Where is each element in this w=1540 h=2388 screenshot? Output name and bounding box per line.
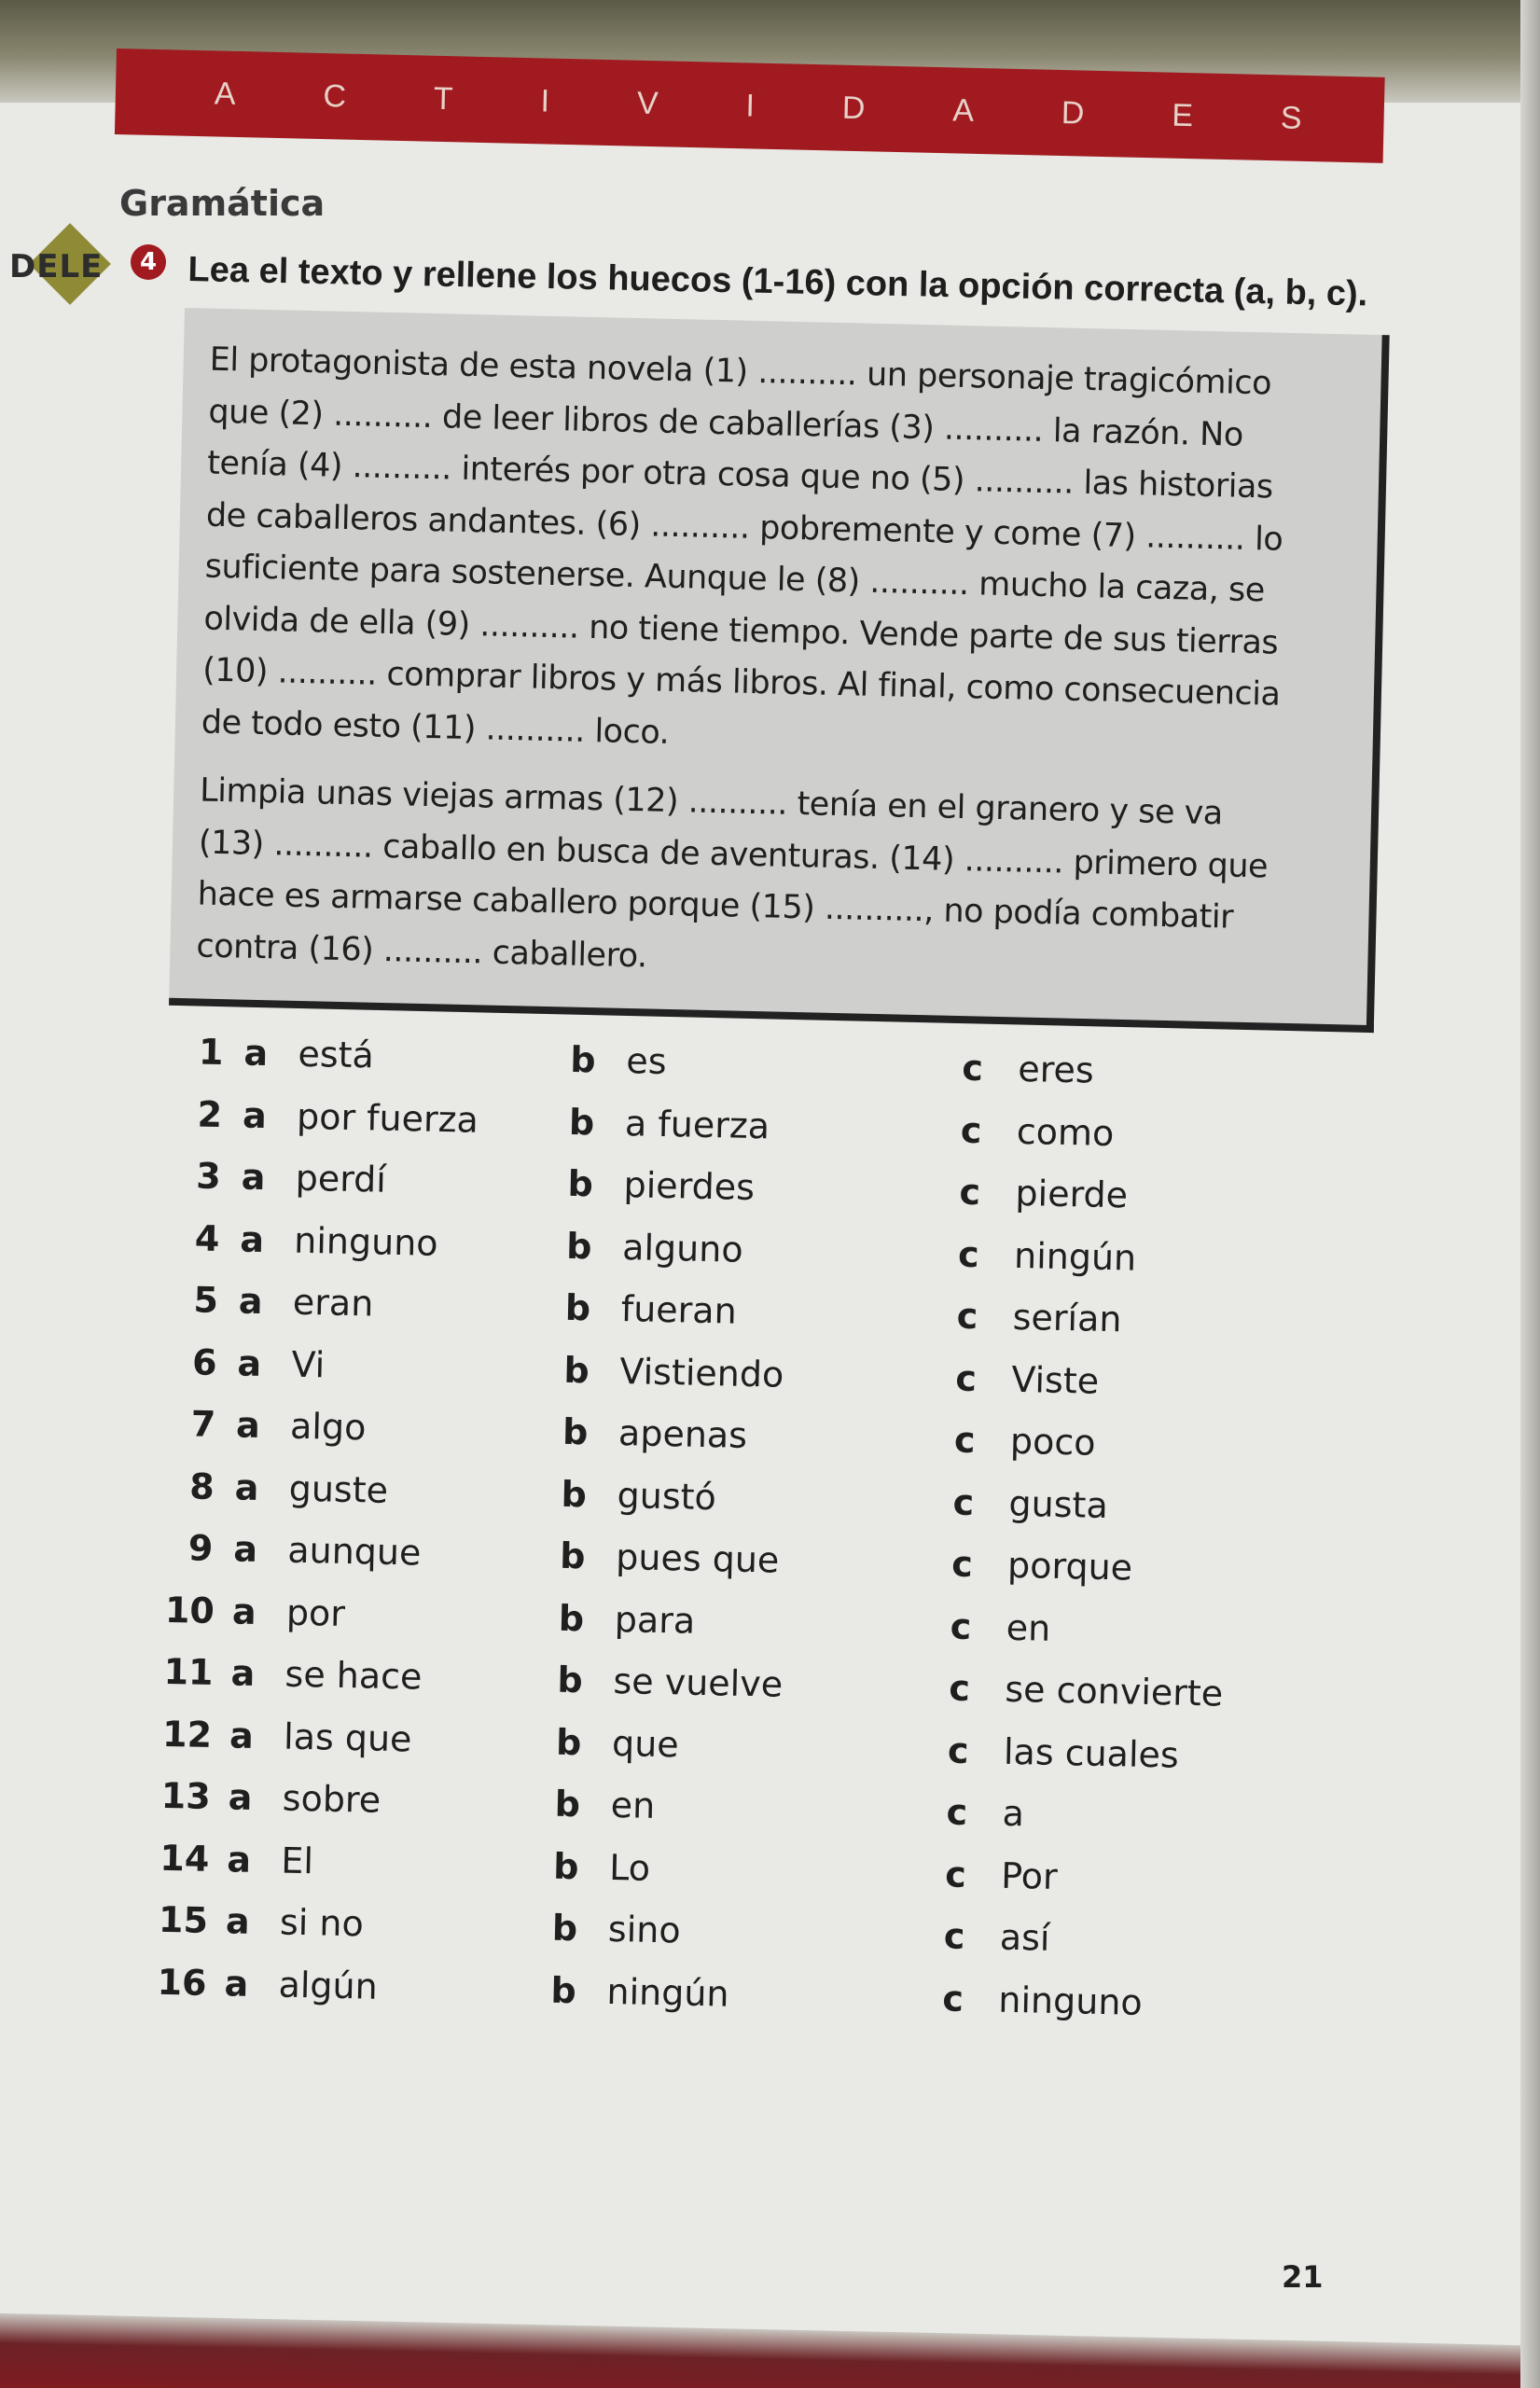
option-letter-b: b bbox=[561, 1473, 588, 1515]
option-c-text: ninguno bbox=[997, 1978, 1144, 2023]
option-c-text: Viste bbox=[1010, 1358, 1100, 1402]
option-letter-b: b bbox=[567, 1162, 594, 1205]
option-letter-a: a bbox=[226, 1838, 252, 1881]
option-c-text: poco bbox=[1009, 1420, 1096, 1464]
option-letter-c: c bbox=[948, 1667, 971, 1709]
option-a-text: ninguno bbox=[293, 1219, 439, 1264]
option-letter-a: a bbox=[232, 1528, 258, 1570]
option-letter-b: b bbox=[550, 1969, 577, 2011]
text-line: El protagonista de esta novela (1) .......... un personaje tragicómico bbox=[209, 340, 1272, 403]
banner-letter: A bbox=[951, 91, 977, 129]
option-b-text: alguno bbox=[621, 1226, 744, 1270]
section-title: Gramática bbox=[119, 183, 326, 224]
option-a-text: perdí bbox=[295, 1157, 387, 1201]
option-a-text: guste bbox=[288, 1467, 389, 1511]
option-number: 14 bbox=[159, 1837, 210, 1880]
option-a-text: aunque bbox=[286, 1529, 422, 1574]
option-c-text: se convierte bbox=[1004, 1668, 1224, 1715]
option-c-text: pierde bbox=[1015, 1172, 1129, 1216]
option-letter-c: c bbox=[954, 1357, 978, 1399]
option-letter-c: c bbox=[953, 1419, 976, 1462]
banner-letter: E bbox=[1171, 97, 1196, 133]
exercise-instruction: Lea el texto y rellene los huecos (1-16) con la opción correcta (a, b, c). bbox=[187, 250, 1368, 314]
option-letter-a: a bbox=[228, 1776, 253, 1818]
option-c-text: en bbox=[1006, 1606, 1051, 1649]
option-a-text: algo bbox=[289, 1405, 367, 1449]
text-line: de todo esto (11) .......... loco. bbox=[201, 703, 670, 752]
option-letter-a: a bbox=[224, 1962, 249, 2005]
text-line: (13) .......... caballo en busca de aventuras. (14) .......... primero que bbox=[198, 823, 1269, 885]
option-letter-c: c bbox=[950, 1605, 972, 1647]
option-c-text: porque bbox=[1006, 1544, 1133, 1589]
banner-letter: D bbox=[1061, 94, 1087, 132]
option-letter-b: b bbox=[552, 1845, 579, 1887]
option-c-text: ningún bbox=[1013, 1234, 1137, 1279]
option-c-text: eres bbox=[1017, 1048, 1095, 1091]
option-number: 10 bbox=[164, 1589, 215, 1631]
option-a-text: sobre bbox=[282, 1777, 382, 1821]
option-number: 11 bbox=[163, 1650, 214, 1693]
option-a-text: por bbox=[285, 1591, 346, 1634]
option-a-text: por fuerza bbox=[296, 1095, 479, 1141]
option-letter-c: c bbox=[956, 1295, 978, 1338]
option-number: 12 bbox=[161, 1713, 213, 1756]
option-c-text: como bbox=[1016, 1110, 1115, 1154]
option-c-text: a bbox=[1002, 1792, 1025, 1835]
option-letter-a: a bbox=[243, 1032, 269, 1075]
option-letter-c: c bbox=[944, 1853, 967, 1895]
option-c-text: las cuales bbox=[1003, 1730, 1180, 1776]
text-line: de caballeros andantes. (6) .......... pobremente y come (7) .......... lo bbox=[205, 496, 1283, 559]
option-letter-a: a bbox=[231, 1590, 257, 1632]
option-b-text: en bbox=[610, 1784, 656, 1826]
banner-letter: C bbox=[323, 77, 349, 115]
option-a-text: está bbox=[298, 1033, 375, 1076]
option-letter-c: c bbox=[947, 1729, 970, 1771]
text-line: suficiente para sostenerse. Aunque le (8) .......... mucho la caza, se bbox=[204, 548, 1266, 610]
option-number: 1 bbox=[198, 1031, 224, 1074]
banner-letter: T bbox=[433, 80, 456, 117]
option-c-text: serían bbox=[1012, 1296, 1122, 1340]
text-paragraph-1 bbox=[201, 335, 1367, 775]
option-b-text: ningún bbox=[606, 1970, 729, 2015]
text-line: hace es armarse caballero porque (15) .........., no podía combatir bbox=[197, 875, 1234, 937]
option-number: 9 bbox=[187, 1527, 214, 1569]
option-b-text: gustó bbox=[617, 1474, 717, 1518]
text-line: olvida de ella (9) .......... no tiene tiempo. Vende parte de sus tierras bbox=[202, 600, 1279, 662]
option-letter-a: a bbox=[242, 1093, 268, 1136]
option-a-text: si no bbox=[279, 1901, 365, 1945]
option-letter-c: c bbox=[946, 1791, 968, 1833]
option-letter-c: c bbox=[952, 1481, 975, 1523]
option-letter-a: a bbox=[237, 1341, 262, 1384]
option-letter-c: c bbox=[943, 1915, 965, 1957]
option-number: 3 bbox=[195, 1155, 222, 1198]
option-letter-a: a bbox=[234, 1465, 259, 1508]
option-b-text: fueran bbox=[620, 1288, 738, 1332]
option-b-text: se vuelve bbox=[613, 1659, 784, 1705]
option-number: 13 bbox=[160, 1774, 212, 1817]
bottom-edge bbox=[0, 2313, 1540, 2388]
text-line: Limpia unas viejas armas (12) .......... tenía en el granero y se va bbox=[199, 771, 1224, 833]
option-b-text: pues que bbox=[615, 1535, 780, 1581]
page-number: 21 bbox=[1282, 2259, 1324, 2295]
option-letter-b: b bbox=[568, 1101, 595, 1143]
reading-text-box bbox=[169, 308, 1390, 1033]
option-letter-b: b bbox=[563, 1349, 590, 1391]
option-b-text: Vistiendo bbox=[619, 1350, 784, 1395]
option-a-text: eran bbox=[292, 1281, 374, 1325]
option-b-text: sino bbox=[607, 1908, 682, 1951]
option-letter-a: a bbox=[241, 1156, 266, 1199]
option-c-text: Por bbox=[1000, 1854, 1059, 1897]
option-number: 15 bbox=[158, 1898, 209, 1941]
page-right-edge bbox=[1520, 0, 1540, 2388]
banner-letter: D bbox=[841, 90, 867, 126]
option-letter-b: b bbox=[562, 1410, 589, 1453]
option-letter-c: c bbox=[942, 1977, 964, 2020]
option-number: 8 bbox=[188, 1465, 215, 1507]
option-letter-b: b bbox=[558, 1597, 585, 1639]
option-letter-b: b bbox=[559, 1534, 586, 1577]
option-a-text: Vi bbox=[291, 1343, 326, 1385]
option-letter-a: a bbox=[238, 1280, 264, 1322]
text-line: contra (16) .......... caballero. bbox=[196, 926, 648, 975]
option-letter-b: b bbox=[551, 1907, 578, 1950]
option-a-text: se hace bbox=[284, 1653, 423, 1698]
text-line: tenía (4) .......... interés por otra cosa que no (5) .......... las historias bbox=[206, 444, 1274, 507]
option-a-text: algún bbox=[278, 1964, 379, 2007]
option-c-text: gusta bbox=[1008, 1482, 1109, 1526]
text-line: (10) .......... comprar libros y más libros. Al final, como consecuencia bbox=[201, 651, 1281, 714]
text-line: que (2) .......... de leer libros de caballerías (3) .......... la razón. No bbox=[208, 393, 1244, 454]
banner-letter: S bbox=[1280, 99, 1305, 136]
option-letter-b: b bbox=[564, 1286, 591, 1329]
option-letter-a: a bbox=[235, 1404, 261, 1446]
option-letter-c: c bbox=[957, 1233, 980, 1275]
option-b-text: apenas bbox=[617, 1412, 748, 1456]
text-paragraph-2 bbox=[196, 766, 1357, 999]
option-b-text: Lo bbox=[608, 1846, 651, 1889]
option-letter-c: c bbox=[960, 1109, 982, 1151]
option-c-text: así bbox=[999, 1916, 1050, 1959]
option-b-text: es bbox=[625, 1040, 668, 1082]
option-letter-a: a bbox=[229, 1714, 255, 1756]
banner-letter: V bbox=[636, 85, 661, 121]
option-b-text: que bbox=[611, 1722, 680, 1765]
options-list bbox=[157, 1031, 1297, 2023]
option-number: 2 bbox=[197, 1092, 223, 1135]
banner-letter: A bbox=[214, 75, 239, 112]
exercise-number-badge: 4 bbox=[131, 244, 166, 280]
option-a-text: las que bbox=[283, 1715, 412, 1759]
option-letter-b: b bbox=[569, 1038, 597, 1081]
dele-badge bbox=[9, 241, 112, 295]
banner-letter: I bbox=[745, 87, 757, 124]
option-letter-b: b bbox=[557, 1659, 584, 1701]
option-number: 5 bbox=[193, 1279, 219, 1321]
option-number: 7 bbox=[190, 1403, 216, 1445]
banner-letter: I bbox=[540, 82, 552, 119]
option-letter-c: c bbox=[959, 1171, 981, 1214]
option-a-text: El bbox=[280, 1840, 314, 1881]
option-letter-c: c bbox=[961, 1047, 984, 1090]
option-letter-a: a bbox=[225, 1900, 251, 1942]
option-letter-c: c bbox=[950, 1543, 974, 1585]
option-number: 4 bbox=[194, 1216, 220, 1259]
option-letter-a: a bbox=[230, 1652, 256, 1694]
option-number: 6 bbox=[191, 1340, 218, 1383]
option-letter-b: b bbox=[555, 1721, 582, 1763]
option-b-text: pierdes bbox=[623, 1164, 756, 1208]
option-letter-a: a bbox=[239, 1217, 265, 1260]
option-letter-b: b bbox=[554, 1783, 581, 1826]
dele-label: DELE bbox=[9, 248, 104, 285]
option-b-text: para bbox=[614, 1598, 696, 1642]
option-number: 16 bbox=[157, 1961, 207, 2004]
option-letter-b: b bbox=[565, 1225, 592, 1267]
option-b-text: a fuerza bbox=[624, 1102, 770, 1146]
